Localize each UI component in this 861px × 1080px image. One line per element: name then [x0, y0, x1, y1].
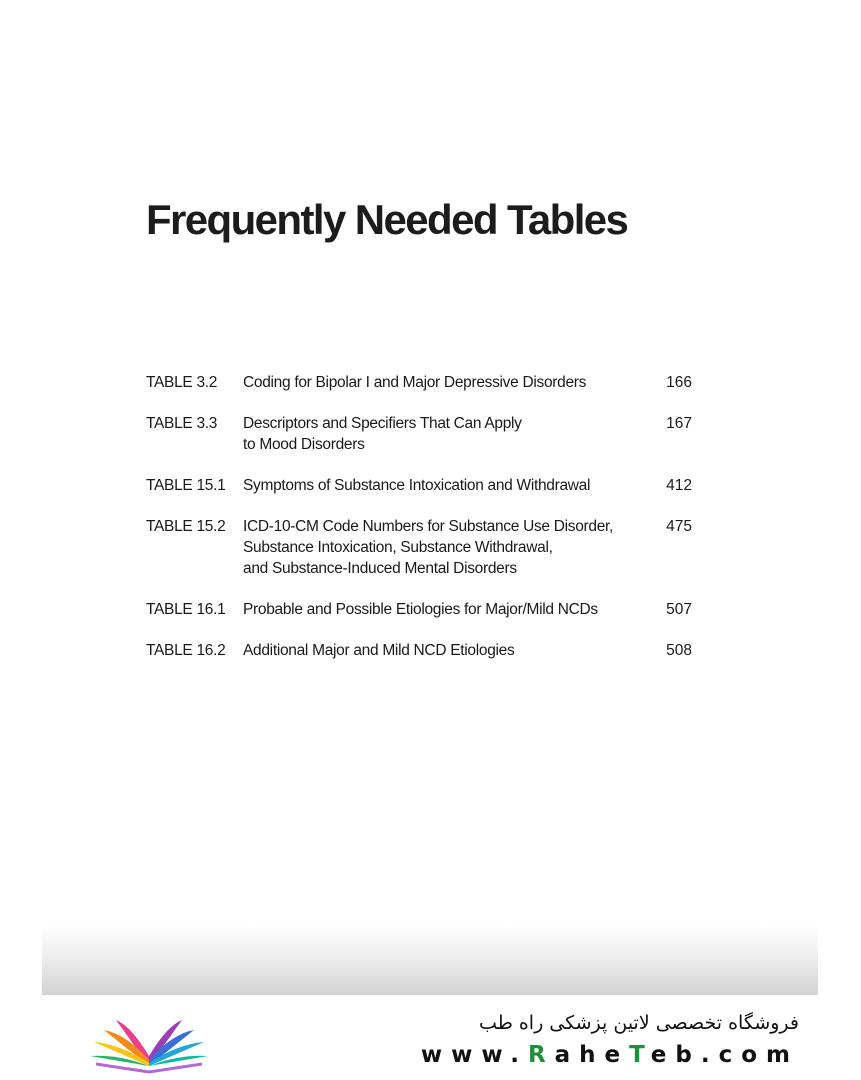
toc-row[interactable]: [146, 516, 706, 579]
url-brand-letter: T: [629, 1042, 651, 1068]
toc-row[interactable]: [146, 599, 706, 620]
table-label: TABLE 16.1: [146, 601, 226, 618]
url-brand-letter: R: [527, 1042, 555, 1068]
toc-row[interactable]: [146, 413, 706, 455]
table-description: [243, 413, 623, 455]
page-title: Frequently Needed Tables: [146, 196, 628, 243]
shop-url[interactable]: [421, 1042, 799, 1068]
page-number: 508: [666, 642, 692, 659]
open-book-logo-icon: [86, 1006, 212, 1074]
page-number: 167: [666, 415, 692, 432]
table-description: [243, 372, 623, 393]
tables-list: [146, 372, 706, 681]
description-line: Substance Intoxication, Substance Withdrawal,: [243, 539, 553, 556]
table-description: [243, 516, 623, 579]
table-label: TABLE 3.2: [146, 374, 218, 391]
url-mid: ahe: [554, 1042, 630, 1068]
table-label: TABLE 16.2: [146, 642, 226, 659]
table-description: [243, 599, 623, 620]
description-line: Coding for Bipolar I and Major Depressive Disorders: [243, 374, 587, 391]
description-line: to Mood Disorders: [243, 436, 365, 453]
page-number: 412: [666, 477, 692, 494]
description-line: ICD-10-CM Code Numbers for Substance Use Disorder,: [243, 518, 614, 535]
page-number: 507: [666, 601, 692, 618]
shop-name: فروشگاه تخصصی لاتین پزشکی راه طب: [479, 1012, 799, 1034]
description-line: and Substance-Induced Mental Disorders: [243, 560, 517, 577]
footer-shadow: [42, 925, 818, 995]
table-description: [243, 475, 623, 496]
url-suffix: eb.com: [650, 1042, 799, 1068]
description-line: Symptoms of Substance Intoxication and Withdrawal: [243, 477, 591, 494]
url-prefix: www.: [420, 1042, 528, 1068]
description-line: Descriptors and Specifiers That Can Apply: [243, 415, 522, 432]
table-label: TABLE 3.3: [146, 415, 218, 432]
toc-row[interactable]: [146, 640, 706, 661]
description-line: Additional Major and Mild NCD Etiologies: [243, 642, 515, 659]
table-label: TABLE 15.2: [146, 518, 226, 535]
page-number: 475: [666, 518, 692, 535]
toc-row[interactable]: [146, 475, 706, 496]
table-description: [243, 640, 623, 661]
description-line: Probable and Possible Etiologies for Major/Mild NCDs: [243, 601, 598, 618]
table-label: TABLE 15.1: [146, 477, 226, 494]
page-number: 166: [666, 374, 692, 391]
toc-row[interactable]: [146, 372, 706, 393]
